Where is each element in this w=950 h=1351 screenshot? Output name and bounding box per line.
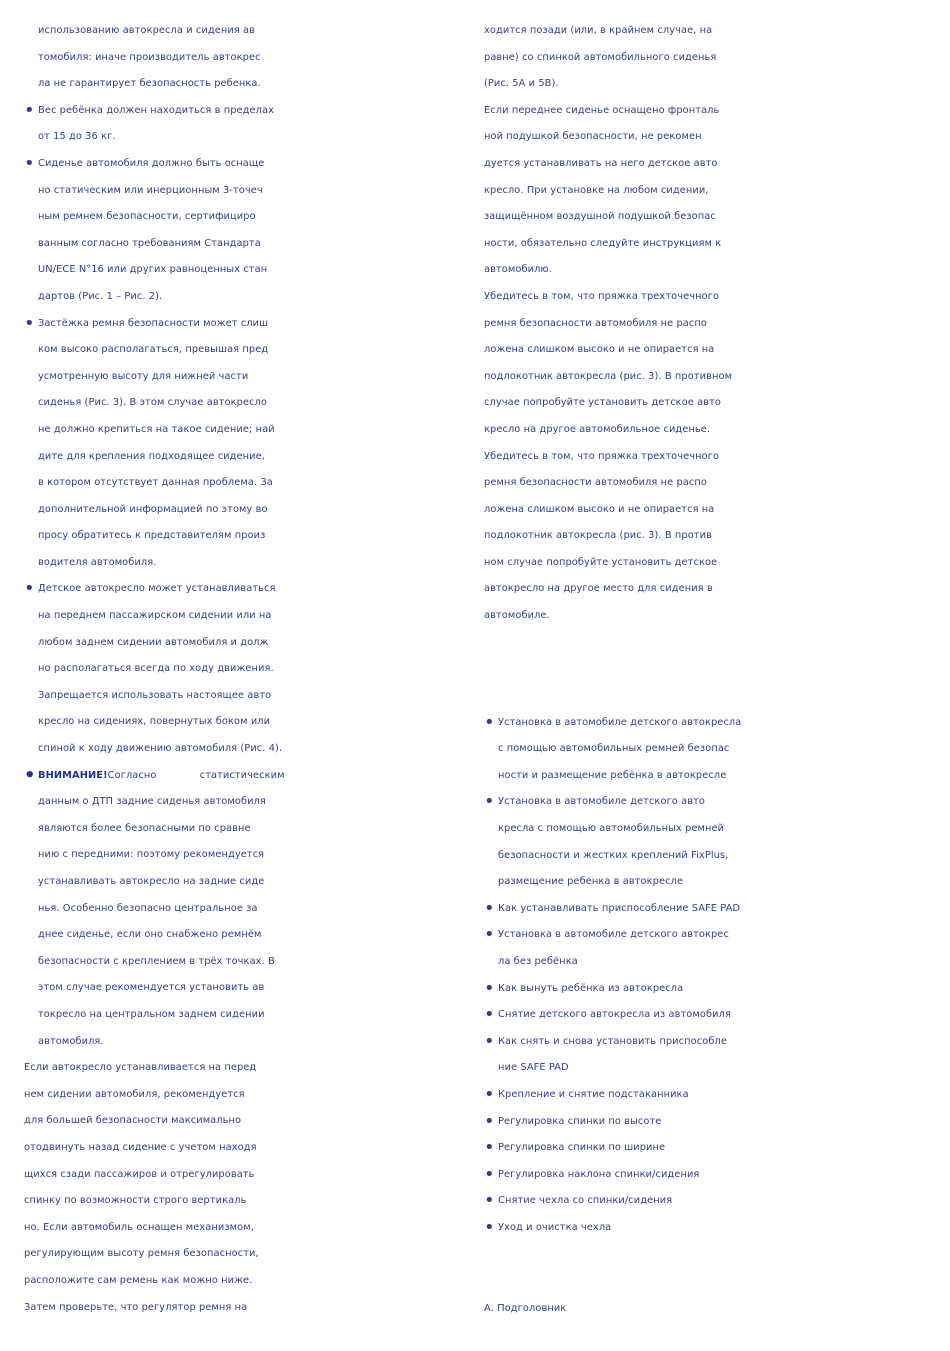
text-line: этом случае рекомендуется установить ав [38, 982, 265, 994]
text-line: спинку по возможности строго вертикаль [24, 1195, 247, 1207]
bullet-item [24, 151, 458, 311]
text-line: ложена слишком высоко и не опирается на [484, 344, 715, 356]
text-line: но располагаться всегда по ходу движения. [38, 663, 274, 675]
left-column [24, 18, 458, 1321]
text-line: использованию автокресла и сидения ав [38, 25, 256, 36]
text-line: Застёжка ремня безопасности может слиш [38, 317, 269, 329]
text-line: регулирующим высоту ремня безопасности, [24, 1248, 259, 1260]
text-line: отодвинуть назад сидение с учетом находя [24, 1141, 257, 1153]
text-line: томобиля: иначе производитель автокрес [38, 51, 261, 63]
bullet-icon: • [484, 1083, 495, 1105]
text-line: не должно крепиться на такое сидение; най [38, 423, 275, 435]
bullet-icon: • [24, 764, 36, 786]
warning-label: ВНИМАНИЕ! [38, 769, 108, 781]
text-line: ной подушкой безопасности, не рекомен [484, 131, 702, 143]
text-line: нем сидении автомобиля, рекомендуется [24, 1088, 245, 1100]
contents-item[interactable] [484, 1082, 918, 1109]
contents-item[interactable] [484, 789, 918, 895]
bullet-item [24, 576, 458, 762]
bullet-icon: • [484, 924, 495, 946]
text-line: Установка в автомобиле детского авто [498, 796, 705, 808]
text-line: Крепление и снятие подстаканника [498, 1088, 689, 1100]
paragraph [484, 444, 918, 630]
text-line: сиденья (Рис. 3). В этом случае автокресло [38, 397, 268, 409]
text-line: но статическим или инерционным 3-точеч [38, 184, 263, 196]
text-line: нья. Особенно безопасно центральное за [38, 902, 258, 914]
contents-item[interactable] [484, 710, 918, 790]
text-line: Детское автокресло может устанавливаться [38, 583, 276, 595]
text-line: ности и размещение ребёнка в автокресле [498, 769, 727, 781]
bullet-icon: • [24, 99, 35, 121]
contents-item[interactable] [484, 1109, 918, 1136]
text-line: ремня безопасности автомобиля не распо [484, 317, 707, 329]
text-line: на переднем пассажирском сидении или на [38, 610, 272, 622]
text-line: но. Если автомобиль оснащен механизмом, [24, 1221, 254, 1233]
text-line: дополнительной информацией по этому во [38, 503, 268, 515]
text-line: щихся сзади пассажиров и отрегулировать [24, 1168, 255, 1180]
bullet-icon: • [484, 1163, 495, 1185]
text-line: размещение ребенка в автокресле [498, 876, 684, 888]
text-line: защищённом воздушной подушкой безопас [484, 211, 716, 223]
text-line: усмотренную высоту для нижней части [38, 370, 249, 382]
section-heading: А. Подголовник [484, 1302, 567, 1314]
text-line: UN/ECE N°16 или других равноценных стан [38, 264, 268, 276]
text-line: Как устанавливать приспособление SAFE PAD [498, 902, 741, 914]
paragraph [484, 18, 918, 98]
warning-item [24, 763, 458, 1056]
bullet-icon: • [484, 1190, 495, 1212]
text-line: дартов (Рис. 1 – Рис. 2). [38, 290, 163, 302]
text-line: Если переднее сиденье оснащено фронталь [484, 104, 720, 116]
text-line: автомобиля. [38, 1035, 104, 1047]
text-line: Как вынуть ребёнка из автокресла [498, 982, 684, 994]
text-line: ремня безопасности автомобиля не распо [484, 477, 707, 489]
bullet-icon: • [484, 897, 495, 919]
text-line: случае попробуйте установить детское авто [484, 397, 722, 409]
text-line: ложена слишком высоко и не опирается на [484, 503, 715, 515]
text-line: ванным согласно требованиям Стандарта [38, 237, 261, 249]
text-line: дите для крепления подходящее сидение, [38, 450, 265, 462]
bullet-icon: • [484, 1110, 495, 1132]
text-line: являются более безопасными по сравне [38, 822, 251, 834]
text-line: с помощью автомобильных ремней безопас [498, 743, 730, 755]
paragraph [484, 284, 918, 444]
text-line: Уход и очистка чехла [498, 1221, 612, 1233]
contents-item[interactable] [484, 976, 918, 1003]
text-line: ходится позади (или, в крайнем случае, на [484, 25, 713, 36]
text-line: для большей безопасности максимально [24, 1115, 242, 1127]
contents-item[interactable] [484, 1002, 918, 1029]
text-line: ла не гарантирует безопасность ребенка. [38, 78, 261, 90]
text-line: данным о ДТП задние сиденья автомобиля [38, 796, 266, 808]
bullet-icon: • [484, 791, 495, 813]
contents-item[interactable] [484, 1162, 918, 1189]
text-line: кресло. При установке на любом сидении, [484, 184, 709, 196]
text-line: ности, обязательно следуйте инструкциям к [484, 237, 722, 249]
paragraph [24, 1055, 458, 1321]
text-line: спиной к ходу движению автомобиля (Рис. 4). [38, 743, 283, 755]
text-line: в котором отсутствует данная проблема. За [38, 477, 273, 489]
text-line: Вес ребёнка должен находиться в пределах [38, 104, 275, 116]
text-line: (Рис. 5А и 5В). [484, 78, 559, 90]
text-line: устанавливать автокресло на задние сиде [38, 876, 265, 887]
text-line: автокресло на другое место для сидения в [484, 583, 713, 595]
text-line: Затем проверьте, что регулятор ремня на [24, 1301, 248, 1313]
text-line: днее сиденье, если оно снабжено ремнём [38, 929, 262, 941]
text-line: Установка в автомобиле детского автокресла [498, 716, 742, 728]
bullet-item [24, 311, 458, 577]
text-line: нию с передними: поэтому рекомендуется [38, 849, 265, 861]
bullet-icon: • [24, 312, 35, 334]
text-line: дуется устанавливать на него детское авто [484, 157, 718, 169]
text-line: безопасности и жестких креплений FixPlus, [498, 849, 729, 861]
text-line: Установка в автомобиле детского автокрес [498, 929, 729, 941]
text-line: любом заднем сидении автомобиля и долж [38, 636, 269, 648]
bullet-icon: • [484, 1030, 495, 1052]
text-line: Убедитесь в том, что пряжка трехточечного [484, 290, 720, 302]
contents-item[interactable] [484, 1188, 918, 1215]
text-line: Если автокресло устанавливается на перед [24, 1062, 257, 1074]
text-line: ла без ребёнка [498, 956, 578, 967]
text-line: подлокотник автокресла (рис. 3). В противном [484, 370, 733, 382]
contents-item[interactable] [484, 1215, 918, 1242]
text-line: токресло на центральном заднем сидении [38, 1008, 265, 1020]
bullet-icon: • [484, 1004, 495, 1026]
text-line: Снятие чехла со спинки/сидения [498, 1195, 673, 1207]
text-line: просу обратитесь к представителям произ [38, 530, 266, 542]
bullet-icon: • [24, 578, 35, 600]
text-line: водителя автомобиля. [38, 556, 157, 568]
contents-list [484, 710, 918, 1242]
bullet-icon: • [484, 1137, 495, 1159]
text-line: ном случае попробуйте установить детское [484, 556, 718, 568]
text-line: Сиденье автомобиля должно быть оснаще [38, 157, 265, 169]
bullet-icon: • [484, 977, 495, 999]
contents-item[interactable] [484, 922, 918, 975]
bullet-icon: • [484, 1216, 495, 1238]
text-line: равне) со спинкой автомобильного сиденья [484, 51, 717, 63]
text-line: кресло на другое автомобильное сиденье. [484, 423, 711, 435]
right-column [484, 18, 918, 1322]
text-line: кресло на сидениях, повернутых боком или [38, 716, 271, 728]
text-line: Регулировка спинки по ширине [498, 1142, 666, 1154]
text-line: от 15 до 36 кг. [38, 131, 116, 143]
text-line: Запрещается использовать настоящее авто [38, 689, 272, 701]
continued-text [24, 18, 458, 98]
text-line: ком высоко располагаться, превышая пред [38, 344, 269, 356]
warning-first-line [38, 763, 458, 790]
text-line: автомобиле. [484, 610, 550, 622]
bullet-item [24, 98, 458, 151]
contents-item[interactable] [484, 896, 918, 923]
warning-text: Согласно статистическим [107, 769, 285, 781]
text-line: автомобилю. [484, 264, 552, 276]
text-line: Как снять и снова установить приспособле [498, 1035, 727, 1047]
text-line: кресла с помощью автомобильных ремней [498, 823, 725, 835]
text-line: расположите сам ремень как можно ниже. [24, 1274, 253, 1286]
text-line: Регулировка наклона спинки/сидения [498, 1168, 700, 1180]
bullet-icon: • [24, 152, 35, 174]
text-line: подлокотник автокресла (рис. 3). В против [484, 530, 712, 542]
text-line: Регулировка спинки по высоте [498, 1115, 662, 1127]
contents-item[interactable] [484, 1029, 918, 1082]
bullet-icon: • [484, 711, 495, 733]
text-line: ние SAFE PAD [498, 1062, 569, 1074]
contents-item[interactable] [484, 1135, 918, 1162]
text-line: Снятие детского автокресла из автомобиля [498, 1009, 731, 1021]
text-line: безопасности с креплением в трёх точках. В [38, 955, 275, 967]
text-line: ным ремнем безопасности, сертифициро [38, 211, 256, 223]
paragraph [484, 98, 918, 284]
text-line: Убедитесь в том, что пряжка трехточечного [484, 450, 720, 462]
